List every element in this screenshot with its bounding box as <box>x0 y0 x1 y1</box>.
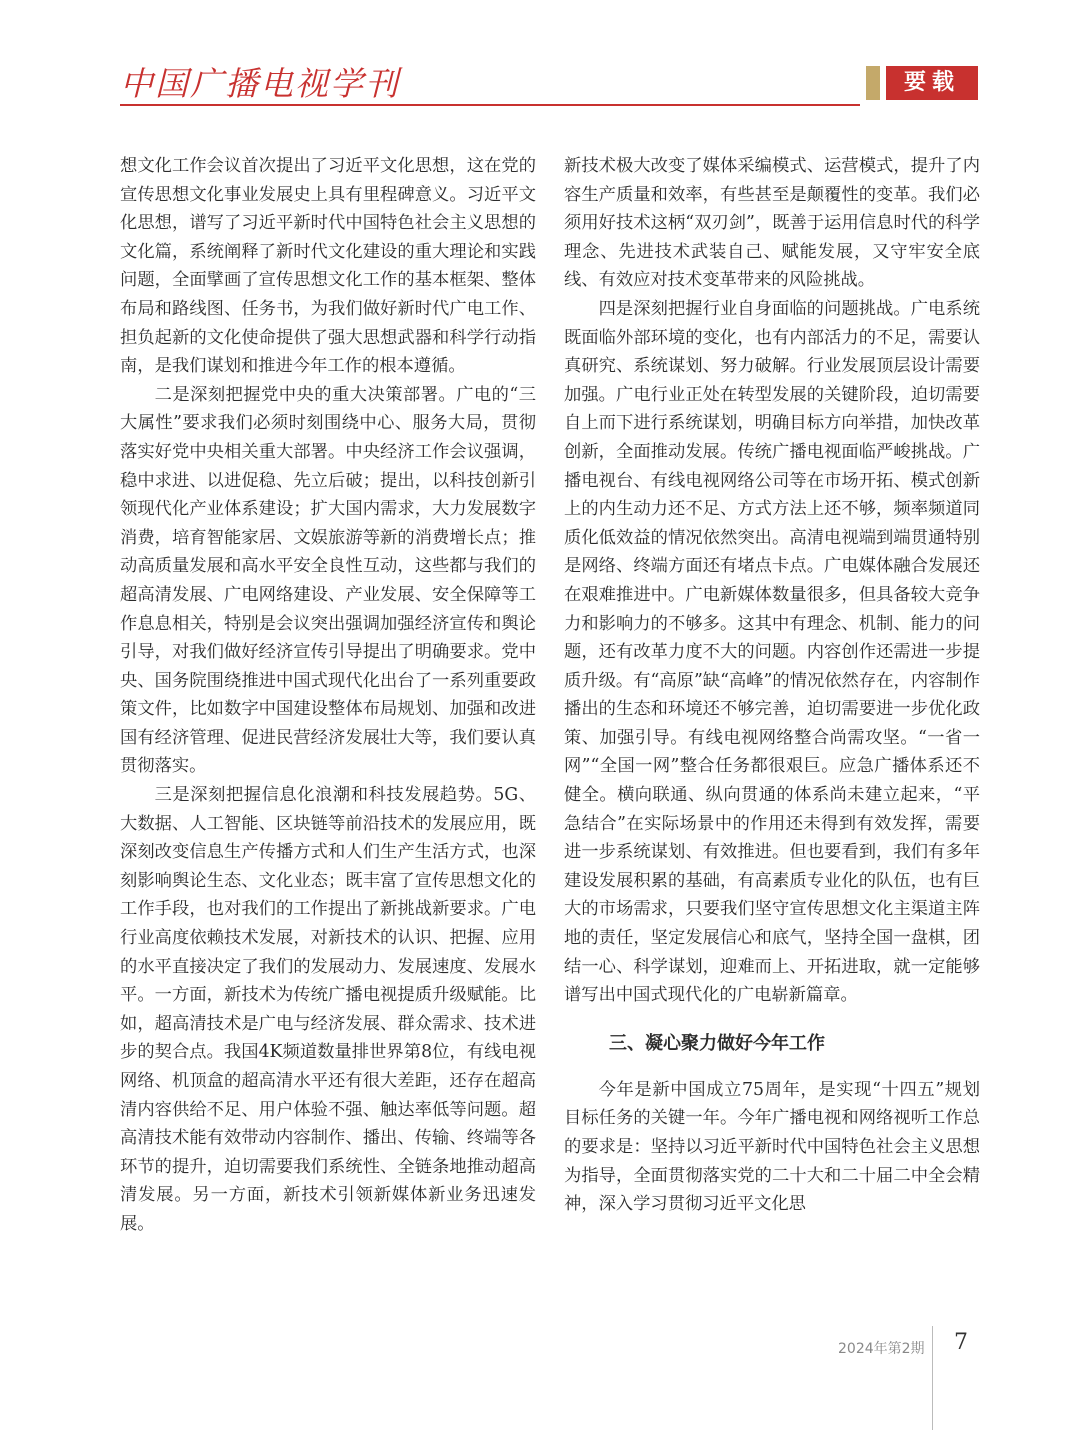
paragraph: 想文化工作会议首次提出了习近平文化思想，这在党的宣传思想文化事业发展史上具有里程碑意义。习近平文化思想，谱写了习近平新时代中国特色社会主义思想的文化篇，系统阐释了新时代文化建设的重大理论和实践问题，全面擘画了宣传思想文化工作的基本框架、整体布局和路线图、任务书，为我们做好新时代广电工作、担负起新的文化使命提供了强大思想武器和科学行动指南，是我们谋划和推进今年工作的根本遵循。 <box>120 156 536 377</box>
paragraph: 新技术极大改变了媒体采编模式、运营模式，提升了内容生产质量和效率，有些甚至是颠覆性的变革。我们必须用好技术这柄“双刃剑”，既善于运用信息时代的科学理念、先进技术武装自己、赋能发展，又守牢安全底线、有效应对技术变革带来的风险挑战。 <box>564 156 980 291</box>
footer-divider <box>932 1326 933 1430</box>
paragraph: 二是深刻把握党中央的重大决策部署。广电的“三大属性”要求我们必须时刻围绕中心、服务大局，贯彻落实好党中央相关重大部署。中央经济工作会议强调，稳中求进、以进促稳、先立后破；提出，以科技创新引领现代化产业体系建设；扩大国内需求，大力发展数字消费，培育智能家居、文娱旅游等新的消费增长点；推动高质量发展和高水平安全良性互动，这些都与我们的超高清发展、广电网络建设、产业发展、安全保障等工作息息相关，特别是会议突出强调加强经济宣传和舆论引导，对我们做好经济宣传引导提出了明确要求。党中央、国务院围绕推进中国式现代化出台了一系列重要政策文件，比如数字中国建设整体布局规划、加强和改进国有经济管理、促进民营经济发展壮大等，我们要认真贯彻落实。 <box>120 384 536 777</box>
issue-label: 2024年第2期 <box>838 1341 925 1357</box>
right-column <box>564 152 980 1219</box>
left-column <box>120 152 536 1239</box>
section-tag-accent <box>866 66 880 100</box>
section-tag <box>866 66 978 100</box>
paragraph: 三是深刻把握信息化浪潮和科技发展趋势。5G、大数据、人工智能、区块链等前沿技术的发展应用，既深刻改变信息生产传播方式和人们生产生活方式，也深刻影响舆论生态、文化业态；既丰富了宣传思想文化的工作手段，也对我们的工作提出了新挑战新要求。广电行业高度依赖技术发展，对新技术的认识、把握、应用的水平直接决定了我们的发展动力、发展速度、发展水平。一方面，新技术为传统广播电视提质升级赋能。比如，超高清技术是广电与经济发展、群众需求、技术进步的契合点。我国4K频道数量排世界第8位，有线电视网络、机顶盒的超高清水平还有很大差距，还存在超高清内容供给不足、用户体验不强、触达率低等问题。超高清技术能有效带动内容制作、播出、传输、终端等各环节的提升，迫切需要我们系统性、全链条地推动超高清发展。另一方面，新技术引领新媒体新业务迅速发展。 <box>120 785 536 1234</box>
paragraph: 四是深刻把握行业自身面临的问题挑战。广电系统既面临外部环境的变化，也有内部活力的不足，需要认真研究、系统谋划、努力破解。行业发展顶层设计需要加强。广电行业正处在转型发展的关键阶段，迫切需要自上而下进行系统谋划，明确目标方向举措，加快改革创新，全面推动发展。传统广播电视面临严峻挑战。广播电视台、有线电视网络公司等在市场开拓、模式创新上的内生动力还不足、方式方法上还不够，频率频道同质化低效益的情况依然突出。高清电视端到端贯通特别是网络、终端方面还有堵点卡点。广电媒体融合发展还在艰难推进中。广电新媒体数量很多，但具备较大竞争力和影响力的不够多。这其中有理念、机制、能力的问题，还有改革力度不大的问题。内容创作还需进一步提质升级。有“高原”缺“高峰”的情况依然存在，内容制作播出的生态和环境还不够完善，迫切需要进一步优化政策、加强引导。有线电视网络整合尚需攻坚。“一省一网”“全国一网”整合任务都很艰巨。应急广播体系还不健全。横向联通、纵向贯通的体系尚未建立起来，“平急结合”在实际场景中的作用还未得到有效发挥，需要进一步系统谋划、有效推进。但也要看到，我们有多年建设发展积累的基础，有高素质专业化的队伍，也有巨大的市场需求，只要我们坚守宣传思想文化主渠道主阵地的责任，坚定发展信心和底气，坚持全国一盘棋，团结一心、科学谋划，迎难而上、开拓进取，就一定能够谱写出中国式现代化的广电崭新篇章。 <box>564 298 980 1006</box>
section-label: 要载 <box>886 66 978 100</box>
section-heading: 三、凝心聚力做好今年工作 <box>609 1032 825 1054</box>
header-divider <box>120 104 860 106</box>
page-number: 7 <box>954 1330 968 1355</box>
paragraph: 今年是新中国成立75周年，是实现“十四五”规划目标任务的关键一年。今年广播电视和网络视听工作总的要求是：坚持以习近平新时代中国特色社会主义思想为指导，全面贯彻落实党的二十大和二十届二中全会精神，深入学习贯彻习近平文化思 <box>564 1079 980 1215</box>
journal-masthead: 中国广播电视学刊 <box>120 64 400 103</box>
